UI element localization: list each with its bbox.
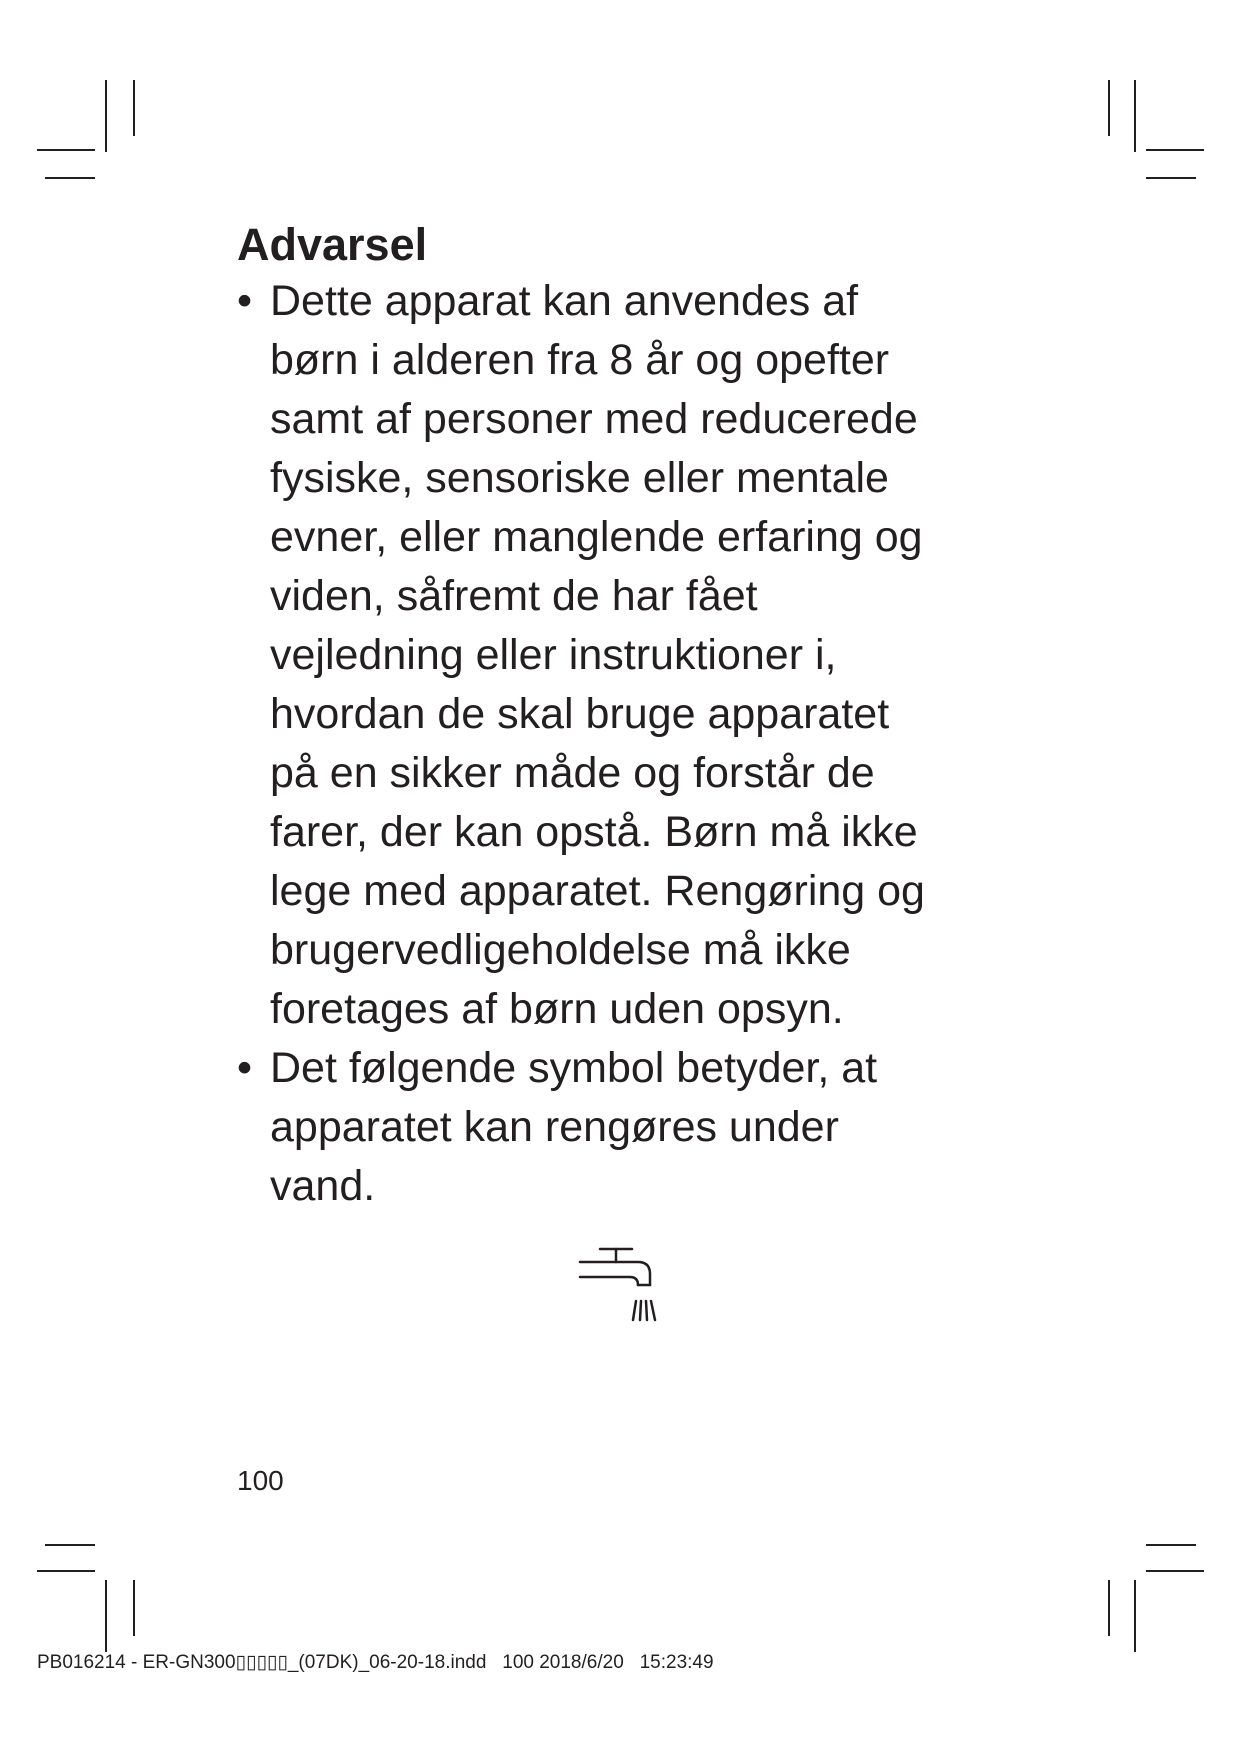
crop-mark <box>105 80 107 152</box>
crop-mark <box>45 177 95 179</box>
slug-page: 100 <box>502 1652 534 1673</box>
bullet-line: Det følgende symbol betyder, at <box>270 1044 878 1092</box>
bullet-line: vejledning eller instruktioner i, <box>270 631 837 679</box>
crop-mark <box>133 1580 135 1636</box>
bullet-line: evner, eller manglende erfaring og <box>270 513 923 561</box>
bullet-line: på en sikker måde og forstår de <box>270 749 875 797</box>
warning-section <box>237 218 1037 1216</box>
crop-mark <box>1108 80 1110 136</box>
crop-mark <box>1134 80 1136 152</box>
crop-mark <box>37 149 95 151</box>
warning-list <box>237 272 1037 1216</box>
crop-mark <box>105 1580 107 1652</box>
bullet-line: vand. <box>270 1162 376 1210</box>
bullet-dot: • <box>237 1044 253 1092</box>
slug-time: 15:23:49 <box>639 1652 714 1673</box>
bullet-line: samt af personer med reducerede <box>270 395 918 443</box>
bullet-line: apparatet kan rengøres under <box>270 1103 839 1151</box>
bullet-line: viden, såfremt de har fået <box>270 572 758 620</box>
bullet-dot: • <box>237 277 253 325</box>
bullet-line: foretages af børn uden opsyn. <box>270 985 844 1033</box>
bullet-line: hvordan de skal bruge apparatet <box>270 690 890 738</box>
crop-mark <box>1134 1580 1136 1652</box>
section-heading: Advarsel <box>237 219 428 270</box>
bullet-line: farer, der kan opstå. Børn må ikke <box>270 808 918 856</box>
crop-mark <box>37 1570 95 1572</box>
bullet-line: Dette apparat kan anvendes af <box>270 277 859 325</box>
warning-bullet-children <box>237 272 1037 1039</box>
slug-file: PB016214 - ER-GN300▯▯▯▯▯_(07DK)_06-20-18.indd <box>37 1652 487 1673</box>
water-tap-icon <box>576 1245 668 1330</box>
print-slug <box>37 1651 714 1675</box>
page-number: 100 <box>237 1465 284 1496</box>
crop-mark <box>45 1544 95 1546</box>
bullet-line: brugervedligeholdelse må ikke <box>270 926 851 974</box>
crop-mark <box>133 80 135 136</box>
warning-bullet-symbol <box>237 1039 1037 1216</box>
crop-mark <box>1146 1544 1196 1546</box>
crop-mark <box>1146 1570 1204 1572</box>
crop-mark <box>1108 1580 1110 1636</box>
bullet-line: lege med apparatet. Rengøring og <box>270 867 925 915</box>
bullet-line: fysiske, sensoriske eller mentale <box>270 454 889 502</box>
crop-mark <box>1146 149 1204 151</box>
bullet-line: børn i alderen fra 8 år og opefter <box>270 336 890 384</box>
crop-mark <box>1146 177 1196 179</box>
slug-date: 2018/6/20 <box>539 1652 624 1673</box>
